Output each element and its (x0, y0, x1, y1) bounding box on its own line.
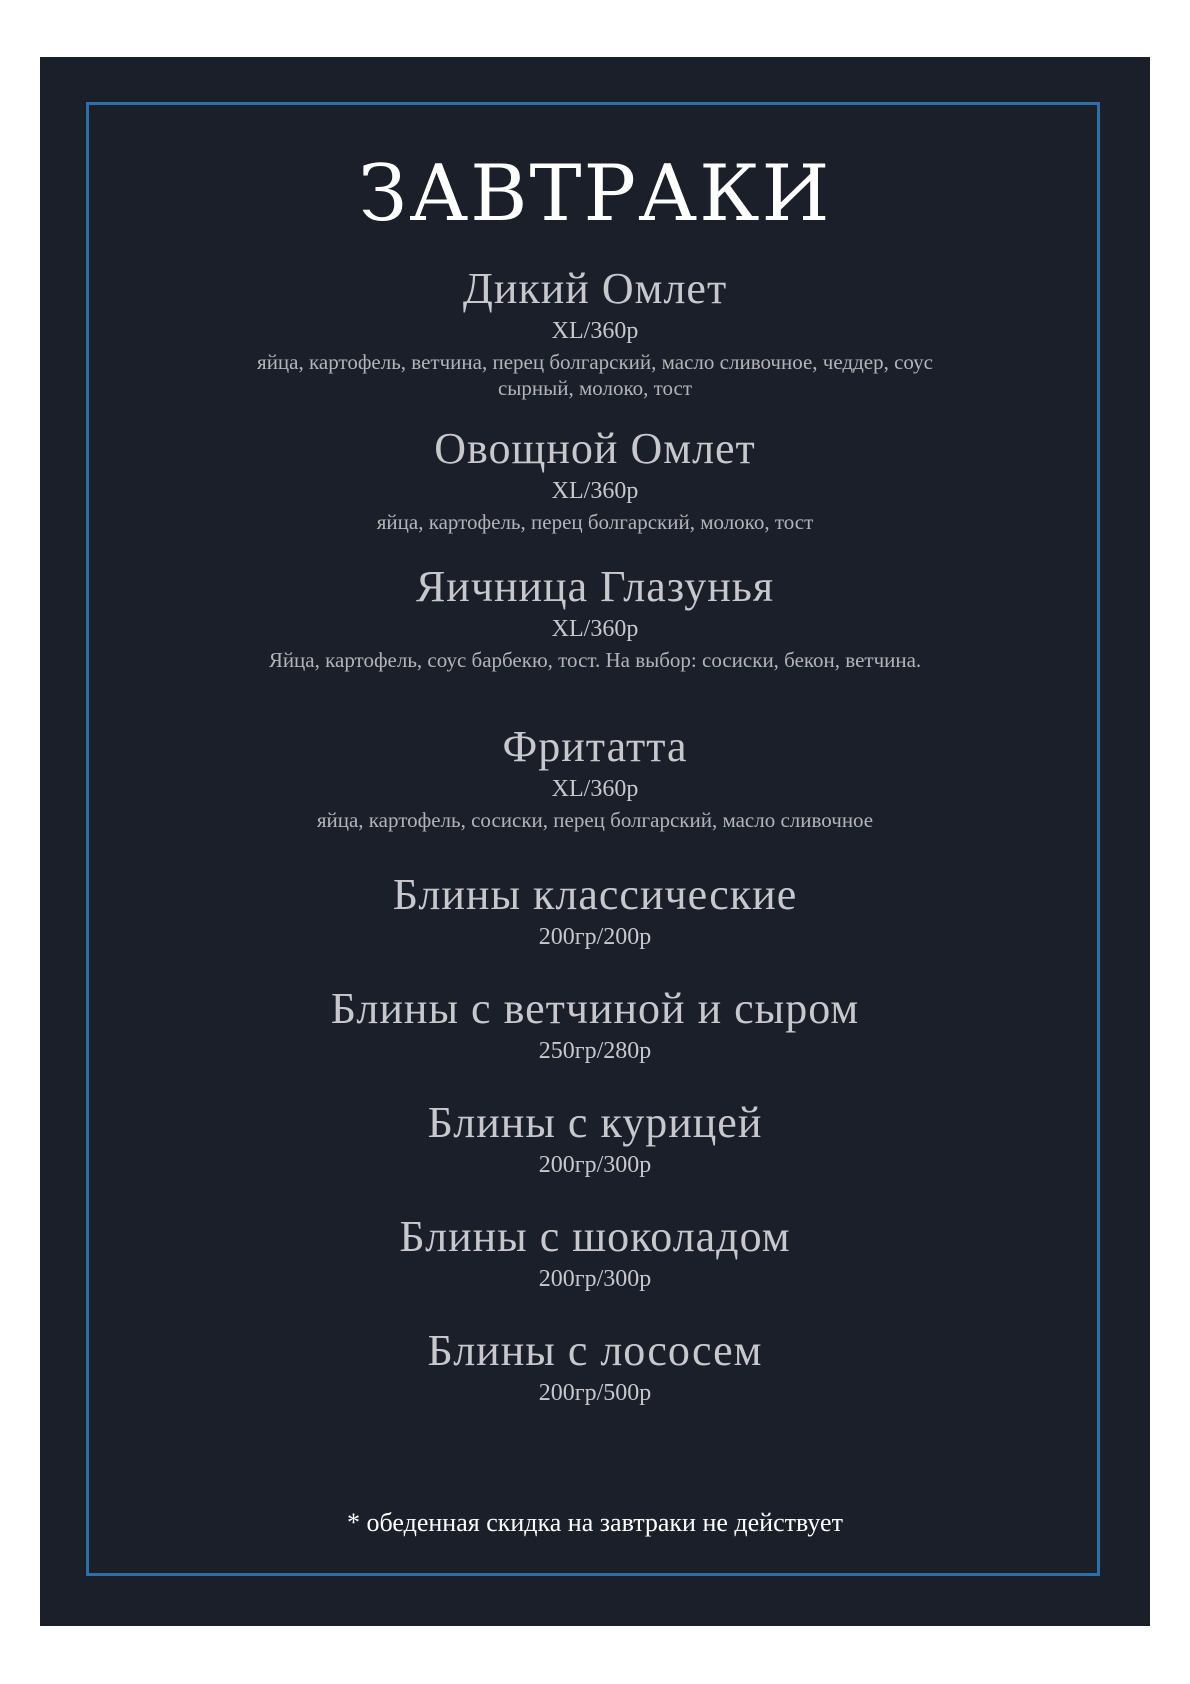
item-name: Блины с ветчиной и сыром (330, 984, 860, 1033)
item-price: XL/360р (551, 776, 639, 802)
item-description: яйца, картофель, сосиски, перец болгарский, масло сливочное (316, 808, 874, 832)
menu-item (40, 561, 1150, 673)
item-name: Овощной Омлет (434, 424, 756, 473)
menu-item (40, 263, 1150, 401)
item-name: Блины классические (392, 870, 798, 919)
item-price: XL/360р (551, 478, 639, 504)
item-name: Яичница Глазунья (415, 562, 775, 611)
footnote: * обеденная скидка на завтраки не действует (347, 1508, 843, 1537)
item-name: Блины с шоколадом (399, 1212, 791, 1261)
item-price: 200гр/200р (538, 924, 652, 950)
menu-item (40, 983, 1150, 1067)
item-name: Фритатта (502, 722, 688, 771)
item-name: Дикий Омлет (462, 264, 728, 313)
item-description: яйца, картофель, перец болгарский, молоко, тост (376, 510, 814, 534)
item-description: яйца, картофель, ветчина, перец болгарский, масло сливочное, чеддер, соус сырный, молоко, тост (257, 350, 933, 400)
item-description: Яйца, картофель, соус барбекю, тост. На выбор: сосиски, бекон, ветчина. (268, 648, 922, 672)
menu-page (40, 57, 1150, 1626)
menu-item (40, 721, 1150, 833)
menu-title: ЗАВТРАКИ (358, 149, 832, 239)
item-price: 200гр/300р (538, 1152, 652, 1178)
item-price: XL/360р (551, 616, 639, 642)
item-name: Блины с лососем (427, 1326, 763, 1375)
menu-item (40, 423, 1150, 535)
menu-item (40, 1211, 1150, 1295)
item-price: XL/360р (551, 318, 639, 344)
item-name: Блины с курицей (427, 1098, 763, 1147)
item-price: 200гр/300р (538, 1266, 652, 1292)
menu-item (40, 869, 1150, 953)
menu-item (40, 1097, 1150, 1181)
item-price: 200гр/500р (538, 1380, 652, 1406)
item-price: 250гр/280р (538, 1038, 652, 1064)
menu-item (40, 1325, 1150, 1409)
